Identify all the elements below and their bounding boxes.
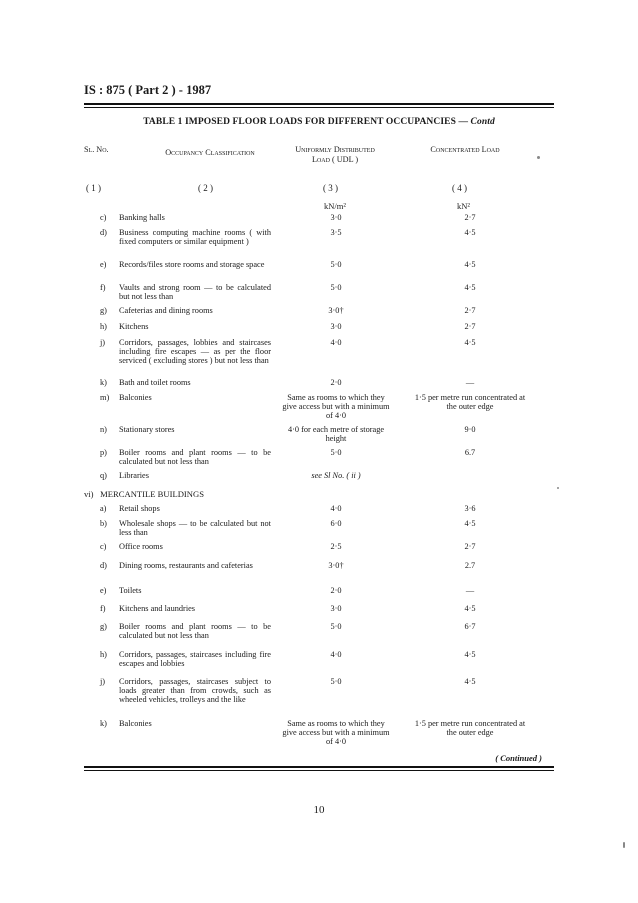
row-label: h): [100, 650, 107, 659]
row-occupancy: Corridors, passages, staircases subject to loads greater than from crowds, such as wheeled vehicles, trolleys and the like: [119, 677, 271, 705]
row-udl: 4·0: [330, 504, 342, 513]
row-concentrated: 2·7: [464, 322, 476, 331]
section-title: MERCANTILE BUILDINGS: [100, 489, 204, 499]
row-udl: 3·0: [330, 322, 342, 331]
row-udl: 4·0: [330, 338, 342, 347]
row-occupancy: Retail shops: [119, 504, 160, 513]
row-concentrated: 4·5: [464, 677, 476, 686]
row-udl: 5·0: [330, 283, 342, 292]
row-label: c): [100, 542, 107, 551]
col-number-4: ( 4 ): [452, 183, 467, 193]
row-occupancy: Corridors, passages, lobbies and staircases including fire escapes — as per the floor serviced ( excluding stores ) but not less than: [119, 338, 271, 366]
row-concentrated: 2·7: [464, 306, 476, 315]
row-concentrated: —: [465, 586, 475, 595]
row-udl: 3·5: [330, 228, 342, 237]
scan-speck: [623, 842, 625, 848]
row-udl: 2·0: [330, 378, 342, 387]
row-label: e): [100, 586, 107, 595]
row-udl: 3·0: [330, 604, 342, 613]
row-occupancy: Business computing machine rooms ( with fixed computers or similar equipment ): [119, 228, 271, 247]
row-occupancy: Balconies: [119, 393, 152, 402]
row-udl: 4·0 for each metre of storage height: [287, 425, 385, 444]
row-occupancy: Boiler rooms and plant rooms — to be calculated but not less than: [119, 448, 271, 467]
row-label: j): [100, 338, 106, 347]
row-occupancy: Vaults and strong room — to be calculated but not less than: [119, 283, 271, 302]
row-udl: 3·0†: [328, 561, 344, 570]
row-label: d): [100, 228, 107, 237]
row-concentrated: 6·7: [464, 622, 476, 631]
udl-unit: kN/m²: [324, 201, 346, 211]
row-label: b): [100, 519, 107, 528]
row-label: e): [100, 260, 107, 269]
row-concentrated: 2·7: [464, 542, 476, 551]
row-concentrated: 3·6: [464, 504, 476, 513]
row-udl: 3·0: [330, 213, 342, 222]
row-concentrated: —: [465, 378, 475, 387]
row-concentrated: 4·5: [464, 604, 476, 613]
row-label: j): [100, 677, 106, 686]
row-label: p): [100, 448, 107, 457]
row-occupancy: Office rooms: [119, 542, 163, 551]
row-occupancy: Stationary stores: [119, 425, 175, 434]
scan-speck: [537, 156, 540, 159]
row-occupancy: Kitchens: [119, 322, 149, 331]
row-label: m): [100, 393, 110, 402]
row-label: h): [100, 322, 107, 331]
row-concentrated: 1·5 per metre run concentrated at the outer edge: [414, 719, 526, 738]
row-concentrated: 9·0: [464, 425, 476, 434]
row-udl: 4·0: [330, 650, 342, 659]
row-label: q): [100, 471, 107, 480]
row-concentrated: 2.7: [464, 561, 476, 570]
row-label: k): [100, 378, 107, 387]
row-udl: 5·0: [330, 677, 342, 686]
row-occupancy: Libraries: [119, 471, 149, 480]
row-udl: 3·0†: [328, 306, 344, 315]
row-concentrated: 4·5: [464, 228, 476, 237]
row-occupancy: Cafeterias and dining rooms: [119, 306, 213, 315]
row-label: f): [100, 604, 106, 613]
table-title: [84, 117, 554, 127]
row-udl: Same as rooms to which they give access but with a minimum of 4·0: [282, 719, 390, 747]
row-label: f): [100, 283, 106, 292]
col-number-1: ( 1 ): [86, 183, 101, 193]
row-occupancy: Boiler rooms and plant rooms — to be calculated but not less than: [119, 622, 271, 641]
table-title-text: TABLE 1 IMPOSED FLOOR LOADS FOR DIFFERENT OCCUPANCIES —: [143, 117, 469, 127]
row-concentrated: 4·5: [464, 338, 476, 347]
row-concentrated: 4·5: [464, 283, 476, 292]
row-occupancy: Dining rooms, restaurants and cafeterias: [119, 561, 253, 570]
section-label: vi): [84, 489, 94, 499]
row-udl: see Sl No. ( ii ): [311, 471, 361, 480]
row-occupancy: Toilets: [119, 586, 142, 595]
row-udl: 5·0: [330, 622, 342, 631]
table-title-contd: Contd: [470, 117, 495, 127]
row-occupancy: Kitchens and laundries: [119, 604, 196, 613]
top-rule-thin: [84, 107, 554, 108]
standard-reference: IS : 875 ( Part 2 ) - 1987: [84, 83, 212, 97]
col-header-occupancy: Occupancy Classification: [165, 148, 255, 157]
continued-note: ( Continued ): [495, 753, 542, 763]
page-number: 10: [313, 804, 325, 816]
col-header-sl-no: Sl. No.: [84, 145, 109, 154]
row-label: g): [100, 622, 107, 631]
row-label: a): [100, 504, 107, 513]
row-concentrated: 6.7: [464, 448, 476, 457]
row-occupancy: Banking halls: [119, 213, 165, 222]
row-concentrated: 1·5 per metre run concentrated at the outer edge: [414, 393, 526, 412]
row-occupancy: Wholesale shops — to be calculated but not less than: [119, 519, 271, 538]
row-udl: 2·5: [330, 542, 342, 551]
row-udl: Same as rooms to which they give access but with a minimum of 4·0: [282, 393, 390, 421]
col-number-3: ( 3 ): [323, 183, 338, 193]
row-occupancy: Corridors, passages, staircases including fire escapes and lobbies: [119, 650, 271, 669]
row-concentrated: 4·5: [464, 519, 476, 528]
row-label: g): [100, 306, 107, 315]
row-udl: 5·0: [330, 448, 342, 457]
row-occupancy: Bath and toilet rooms: [119, 378, 191, 387]
row-concentrated: 4·5: [464, 650, 476, 659]
row-occupancy: Records/files store rooms and storage space: [119, 260, 265, 269]
row-udl: 6·0: [330, 519, 342, 528]
bottom-rule-thin: [84, 770, 554, 771]
top-rule: [84, 103, 554, 105]
row-label: d): [100, 561, 107, 570]
row-label: k): [100, 719, 107, 728]
row-udl: 2·0: [330, 586, 342, 595]
row-label: n): [100, 425, 107, 434]
row-udl: 5·0: [330, 260, 342, 269]
scan-speck: [557, 487, 559, 489]
row-concentrated: 2·7: [464, 213, 476, 222]
cl-unit: kN²: [457, 201, 470, 211]
row-label: c): [100, 213, 107, 222]
row-concentrated: 4·5: [464, 260, 476, 269]
col-number-2: ( 2 ): [198, 183, 213, 193]
bottom-rule: [84, 766, 554, 768]
col-header-concentrated: Concentrated Load: [430, 145, 500, 154]
row-occupancy: Balconies: [119, 719, 152, 728]
col-header-udl: Uniformly Distributed Load ( UDL ): [295, 145, 375, 164]
section-heading: [84, 489, 204, 499]
